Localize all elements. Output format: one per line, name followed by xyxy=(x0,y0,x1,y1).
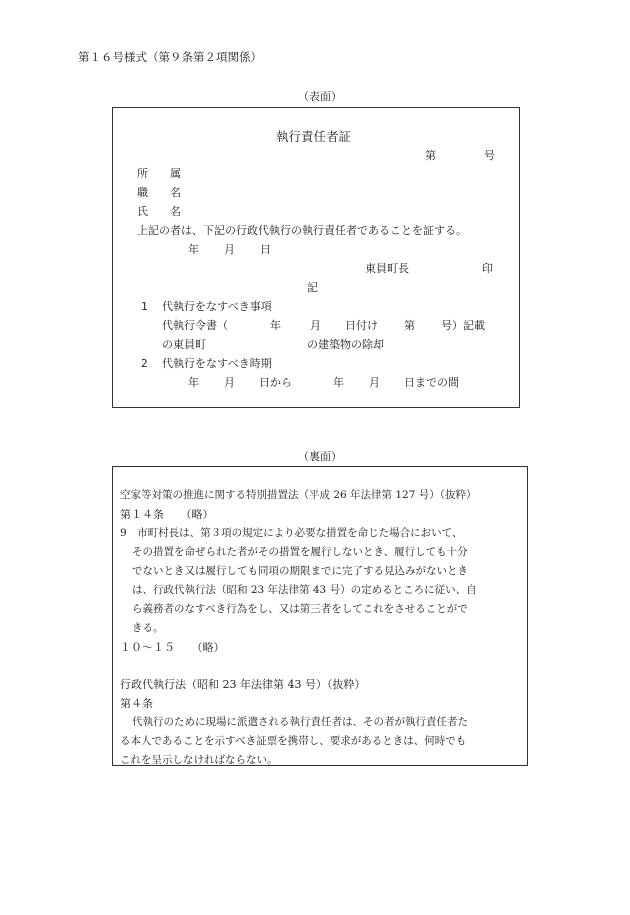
item1-town: の東員町 xyxy=(162,338,206,351)
item1-number: 1 xyxy=(141,300,148,313)
article4-heading: 第４条 xyxy=(120,697,153,710)
para9-line-4: は、行政代執行法（昭和 23 年法律第 43 号）の定めるところに従い、自 xyxy=(132,584,477,596)
item1-order-suffix: 号）記載 xyxy=(441,319,485,332)
ki-heading: 記 xyxy=(307,281,318,294)
certify-text: 上記の者は、下記の行政代執行の執行責任者であることを証する。 xyxy=(137,224,467,237)
period-end-day: 日までの間 xyxy=(404,376,459,389)
item2-number: 2 xyxy=(141,357,148,370)
position-label: 職 名 xyxy=(137,186,181,199)
para9-line-6: きる。 xyxy=(132,622,164,634)
article4-line-2: る本人であることを示すべき証票を携帯し、要求があるときは、何時でも xyxy=(120,735,467,747)
para9-line-5: ら義務者のなすべき行為をし、又は第三者をしてこれをさせることがで xyxy=(132,603,468,615)
para10-15: １０～１５ （略） xyxy=(120,641,225,654)
item1-order-no: 第 xyxy=(404,319,415,332)
item1-order-year: 年 xyxy=(270,319,281,332)
item1-order-month: 月 xyxy=(310,319,321,332)
item1-order-day: 日付け xyxy=(345,319,378,332)
certificate-title: 執行責任者証 xyxy=(276,129,352,144)
para9-line-1: 9 市町村長は、第３項の規定により必要な措置を命じた場合において、 xyxy=(120,527,463,539)
period-start-month: 月 xyxy=(224,376,235,389)
article4-line-1: 代執行のために現場に派遣される執行責任者は、その者が執行責任者た xyxy=(132,716,468,728)
number-suffix: 号 xyxy=(484,149,495,162)
issuer-title: 東員町長 xyxy=(365,262,409,275)
item2-title: 代執行をなすべき時期 xyxy=(162,357,272,370)
number-prefix: 第 xyxy=(425,149,436,162)
period-start-year: 年 xyxy=(188,376,199,389)
law1-title: 空家等対策の推進に関する特別措置法（平成 26 年法律第 127 号）（抜粋） xyxy=(120,489,477,501)
form-number-label: 第１６号様式（第９条第２項関係） xyxy=(78,50,262,64)
issue-date-year: 年 xyxy=(188,243,199,256)
item1-target: の建築物の除却 xyxy=(307,338,384,351)
period-start-day: 日から xyxy=(259,376,292,389)
period-end-year: 年 xyxy=(333,376,344,389)
issue-date-month: 月 xyxy=(224,243,235,256)
back-side-label: （裏面） xyxy=(298,450,342,463)
law2-title: 行政代執行法（昭和 23 年法律第 43 号）（抜粋） xyxy=(120,678,366,691)
para9-line-2: その措置を命ぜられた者がその措置を履行しないとき、履行しても十分 xyxy=(132,546,468,558)
item1-order-prefix: 代執行令書（ xyxy=(162,319,228,332)
period-end-month: 月 xyxy=(369,376,380,389)
article14-heading: 第１４条 （略） xyxy=(120,508,214,521)
name-label: 氏 名 xyxy=(137,205,181,218)
issue-date-day: 日 xyxy=(260,243,271,256)
seal-mark: 印 xyxy=(482,262,493,275)
front-side-label: （表面） xyxy=(298,90,342,103)
article4-line-3: これを呈示しなければならない。 xyxy=(120,754,278,766)
item1-title: 代執行をなすべき事項 xyxy=(162,300,272,313)
affiliation-label: 所 属 xyxy=(137,167,181,180)
para9-line-3: でないとき又は履行しても同項の期限までに完了する見込みがないとき xyxy=(132,565,468,577)
